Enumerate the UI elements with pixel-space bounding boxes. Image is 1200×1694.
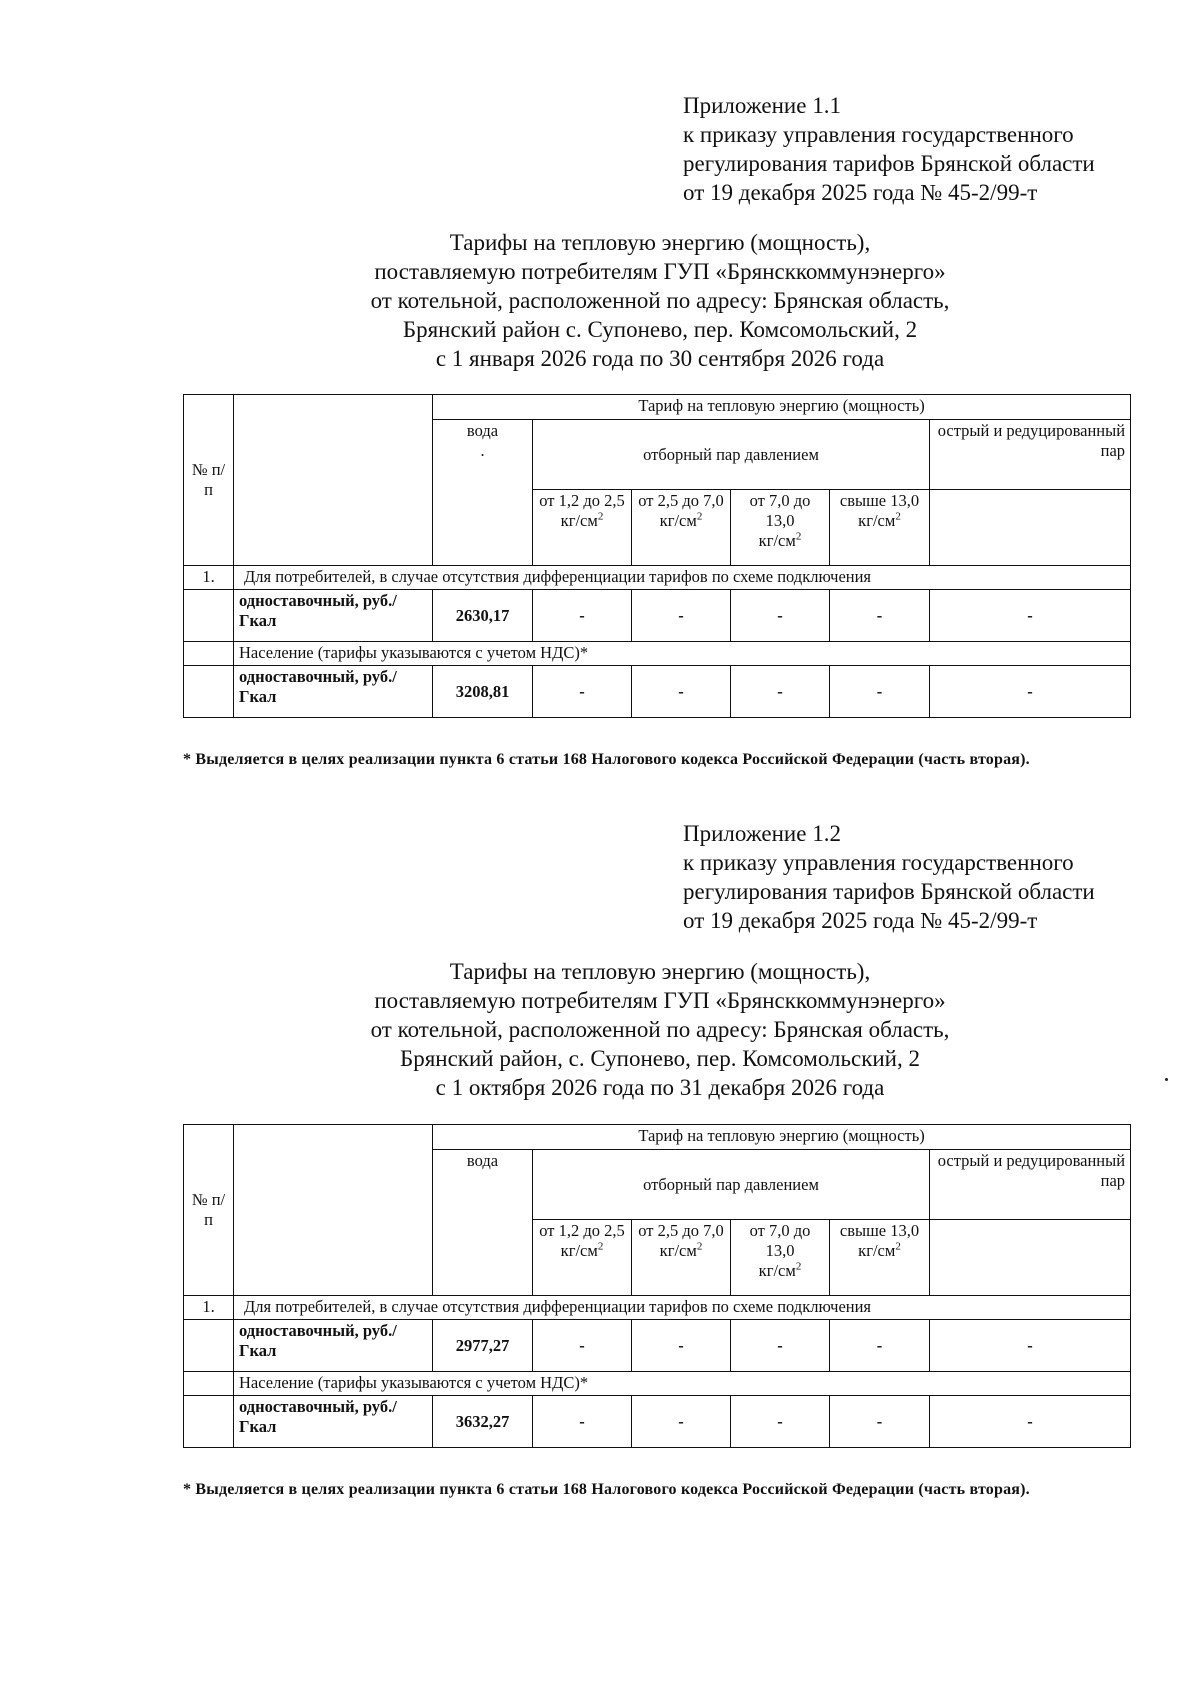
annex-title: Приложение 1.2	[683, 821, 841, 846]
dash-cell: -	[533, 590, 632, 642]
footnote-1: * Выделяется в целях реализации пункта 6 статьи 168 Налогового кодекса Российской Федерации (часть вторая).	[183, 751, 1030, 768]
annex-authority-line: регулирования тарифов Брянской области	[683, 879, 1095, 904]
annex-date-line: от 19 декабря 2025 года № 45-2/99-т	[683, 908, 1038, 933]
header-water: вода	[433, 1150, 533, 1296]
tariff-water-value: 3632,27	[433, 1396, 533, 1448]
title-line: поставляемую потребителям ГУП «Брянсккоммунэнерго»	[374, 259, 946, 284]
title-line: Тарифы на тепловую энергию (мощность),	[449, 230, 871, 255]
section-population: Население (тарифы указываются с учетом НДС)*	[234, 1372, 1131, 1396]
dash-cell: -	[830, 1396, 930, 1448]
annex-date-line: от 19 декабря 2025 года № 45-2/99-т	[683, 180, 1038, 205]
dash-cell: -	[930, 1320, 1131, 1372]
header-pressure-3: от 7,0 до 13,0 $кг/см^2$	[731, 1220, 830, 1296]
empty-cell	[184, 1372, 234, 1396]
header-number: № п/п	[184, 1125, 234, 1296]
dash-cell: -	[830, 666, 930, 718]
empty-cell	[184, 1320, 234, 1372]
dash-cell: -	[731, 590, 830, 642]
header-pressure-1: от 1,2 до 2,5 $кг/см^2$	[533, 490, 632, 566]
title-period-line: с 1 января 2026 года по 30 сентября 2026 года	[435, 346, 885, 371]
dash-cell: -	[731, 1320, 830, 1372]
title-line: Тарифы на тепловую энергию (мощность),	[449, 959, 871, 984]
header-pressure-1: от 1,2 до 2,5 $кг/см^2$	[533, 1220, 632, 1296]
tariff-table-1	[183, 394, 1131, 718]
dash-cell: -	[533, 666, 632, 718]
rate-label: одноставочный, руб./Гкал	[234, 590, 433, 642]
dash-cell: -	[533, 1320, 632, 1372]
title-line: от котельной, расположенной по адресу: Брянская область,	[370, 288, 950, 313]
tariff-water-value: 3208,81	[433, 666, 533, 718]
dash-cell: -	[533, 1396, 632, 1448]
rate-label: одноставочный, руб./Гкал	[234, 666, 433, 718]
annex-authority-line: регулирования тарифов Брянской области	[683, 151, 1095, 176]
rate-label: одноставочный, руб./Гкал	[234, 1396, 433, 1448]
header-blank	[930, 490, 1131, 566]
annex-title: Приложение 1.1	[683, 93, 841, 118]
header-sharp-steam: острый и редуцированный пар	[930, 420, 1131, 490]
header-tariff: Тариф на тепловую энергию (мощность)	[433, 395, 1131, 420]
dash-cell: -	[632, 1320, 731, 1372]
dash-cell: -	[930, 1396, 1131, 1448]
dash-cell: -	[930, 590, 1131, 642]
rate-label: одноставочный, руб./Гкал	[234, 1320, 433, 1372]
header-pressure-2: от 2,5 до 7,0 $кг/см^2$	[632, 1220, 731, 1296]
tariff-title-2	[190, 957, 1130, 1102]
annex-1-header	[683, 91, 1095, 207]
dash-cell: -	[830, 590, 930, 642]
tariff-water-value: 2977,27	[433, 1320, 533, 1372]
header-pressure-4: свыше 13,0 $кг/см^2$	[830, 490, 930, 566]
dash-cell: -	[632, 1396, 731, 1448]
title-line: от котельной, расположенной по адресу: Брянская область,	[370, 1017, 950, 1042]
section-population: Население (тарифы указываются с учетом НДС)*	[234, 642, 1131, 666]
empty-cell	[184, 1396, 234, 1448]
header-tariff: Тариф на тепловую энергию (мощность)	[433, 1125, 1131, 1150]
empty-cell	[184, 590, 234, 642]
dash-cell: -	[930, 666, 1131, 718]
empty-cell	[184, 666, 234, 718]
header-blank	[930, 1220, 1131, 1296]
dash-cell: -	[731, 666, 830, 718]
section-consumers: Для потребителей, в случае отсутствия дифференциации тарифов по схеме подключения	[234, 1296, 1131, 1320]
row-number: 1.	[184, 566, 234, 590]
header-pressure-4: свыше 13,0 $кг/см^2$	[830, 1220, 930, 1296]
title-line: поставляемую потребителям ГУП «Брянсккоммунэнерго»	[374, 988, 946, 1013]
title-line: Брянский район, с. Супонево, пер. Комсомольский, 2	[400, 1046, 920, 1071]
annex-order-line: к приказу управления государственного	[683, 122, 1074, 147]
title-line: Брянский район с. Супонево, пер. Комсомольский, 2	[402, 317, 918, 342]
dash-cell: -	[632, 590, 731, 642]
header-extract-steam: отборный пар давлением	[533, 1150, 930, 1220]
dash-cell: -	[632, 666, 731, 718]
header-number: № п/п	[184, 395, 234, 566]
header-water: вода .	[433, 420, 533, 566]
section-consumers: Для потребителей, в случае отсутствия дифференциации тарифов по схеме подключения	[234, 566, 1131, 590]
tariff-table-2	[183, 1124, 1131, 1448]
annex-2-header	[683, 819, 1095, 935]
footnote-2: * Выделяется в целях реализации пункта 6 статьи 168 Налогового кодекса Российской Федерации (часть вторая).	[183, 1481, 1030, 1498]
title-period-line: с 1 октября 2026 года по 31 декабря 2026 года	[435, 1075, 885, 1100]
empty-cell	[184, 642, 234, 666]
tariff-title-1	[190, 228, 1130, 373]
annex-order-line: к приказу управления государственного	[683, 850, 1074, 875]
tariff-water-value: 2630,17	[433, 590, 533, 642]
header-blank	[234, 395, 433, 566]
row-number: 1.	[184, 1296, 234, 1320]
header-sharp-steam: острый и редуцированный пар	[930, 1150, 1131, 1220]
header-pressure-2: от 2,5 до 7,0 $кг/см^2$	[632, 490, 731, 566]
dash-cell: -	[830, 1320, 930, 1372]
header-pressure-3: от 7,0 до 13,0 $кг/см^2$	[731, 490, 830, 566]
header-blank	[234, 1125, 433, 1296]
header-extract-steam: отборный пар давлением	[533, 420, 930, 490]
scan-speck	[1165, 1078, 1168, 1081]
dash-cell: -	[731, 1396, 830, 1448]
